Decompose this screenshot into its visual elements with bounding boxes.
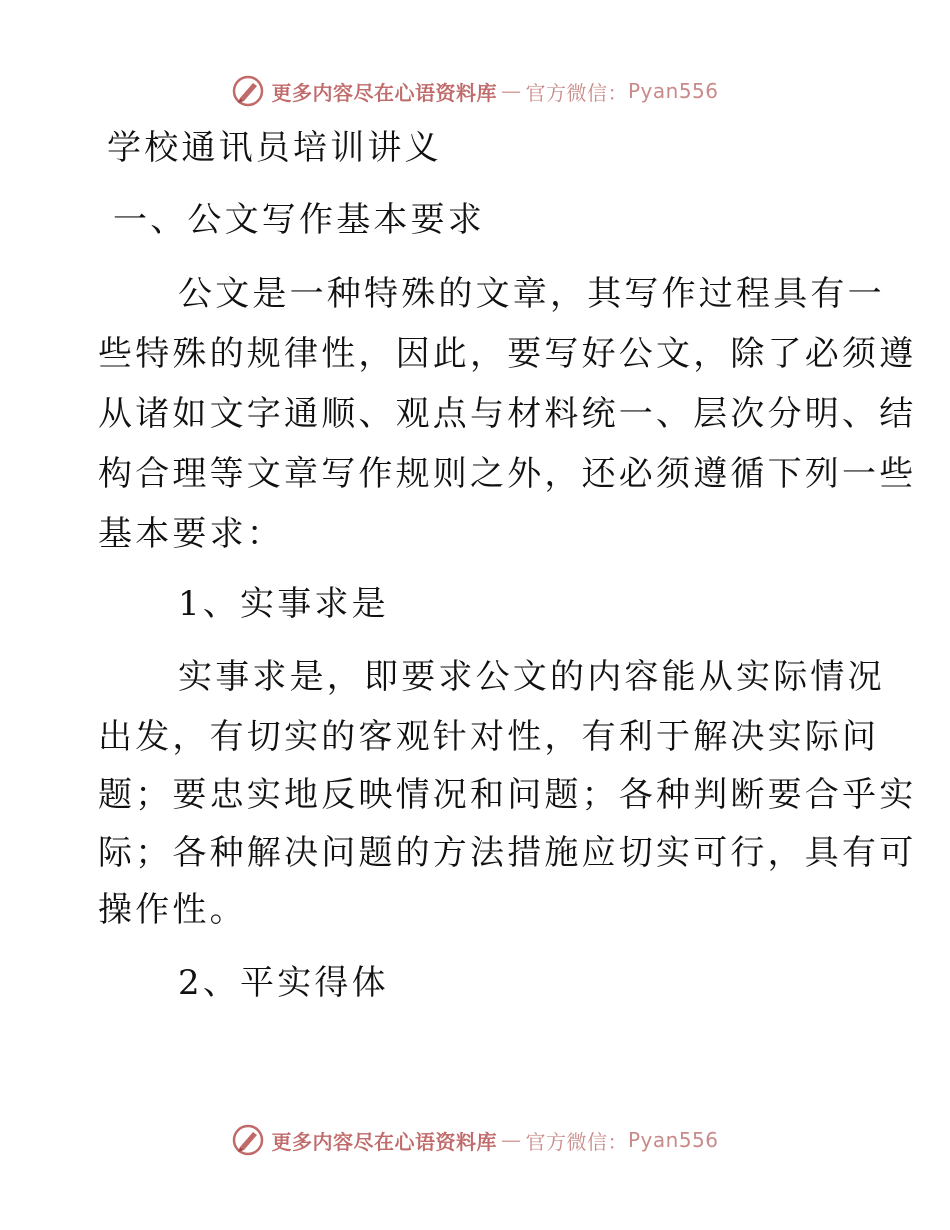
document-title: 学校通讯员培训讲义 — [107, 128, 442, 168]
item1-line-4: 际；各种解决问题的方法措施应切实可行，具有可 — [98, 833, 917, 873]
watermark-separator: — — [500, 79, 522, 103]
intro-line-3: 从诸如文字通顺、观点与材料统一、层次分明、结 — [98, 394, 917, 434]
section-heading: 一、公文写作基本要求 — [113, 200, 485, 240]
intro-line-4: 构合理等文章写作规则之外，还必须遵循下列一些 — [98, 454, 917, 494]
item2-heading: 2、平实得体 — [178, 963, 389, 1003]
intro-line-2: 些特殊的规律性，因此，要写好公文，除了必须遵 — [98, 334, 917, 374]
item1-line-2: 出发，有切实的客观针对性，有利于解决实际问 — [98, 717, 880, 757]
watermark-separator: — — [500, 1128, 522, 1152]
watermark-main-text: 更多内容尽在心语资料库 — [271, 80, 497, 105]
footer-watermark — [0, 1120, 950, 1160]
pen-logo-icon — [231, 1123, 265, 1157]
intro-line-5: 基本要求： — [98, 514, 284, 554]
watermark-account: Pyan556 — [627, 79, 719, 103]
item1-line-5: 操作性。 — [98, 890, 247, 930]
item1-line-3: 题；要忠实地反映情况和问题；各种判断要合乎实 — [98, 775, 917, 815]
pen-logo-icon — [231, 74, 265, 108]
item1-line-1: 实事求是，即要求公文的内容能从实际情况 — [178, 657, 885, 697]
item1-heading: 1、实事求是 — [178, 584, 389, 624]
watermark-label: 官方微信： — [525, 1129, 628, 1154]
watermark-main-text: 更多内容尽在心语资料库 — [271, 1129, 497, 1154]
header-watermark — [0, 71, 950, 111]
intro-line-1: 公文是一种特殊的文章，其写作过程具有一 — [178, 274, 885, 314]
watermark-account: Pyan556 — [627, 1128, 719, 1152]
watermark-label: 官方微信： — [525, 80, 628, 105]
